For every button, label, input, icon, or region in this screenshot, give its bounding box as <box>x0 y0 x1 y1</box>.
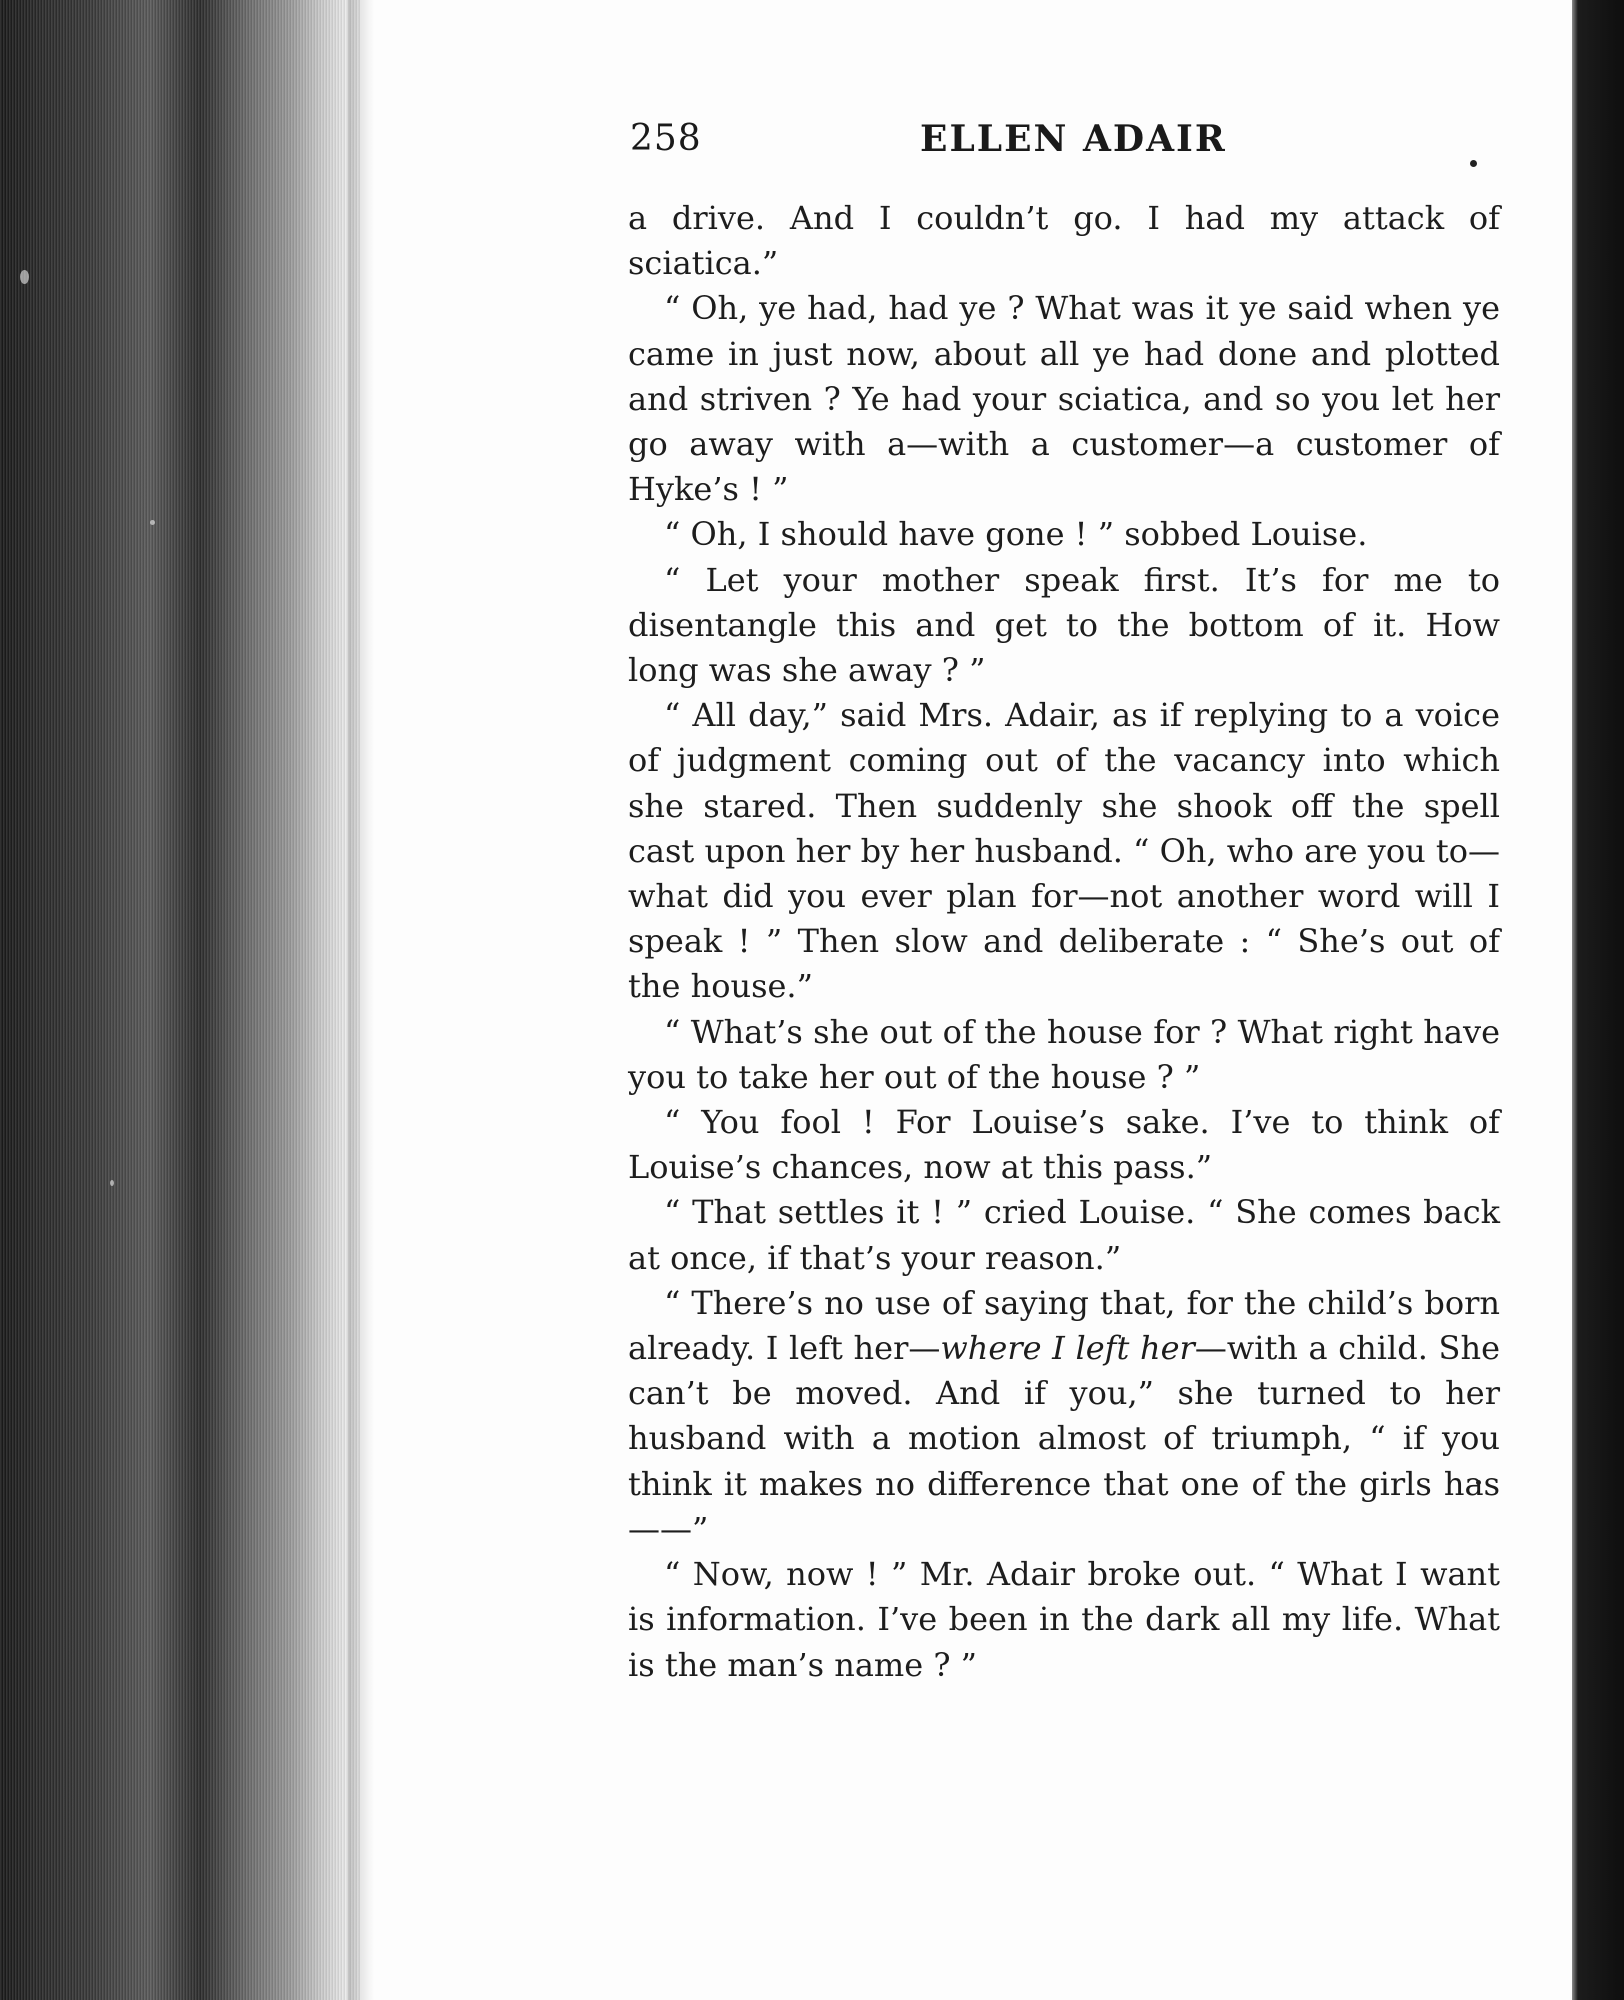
body-text <box>628 196 1500 1688</box>
paragraph <box>628 1281 1500 1552</box>
book-title: ELLEN ADAIR <box>920 118 1227 160</box>
paragraph: a drive. And I couldn’t go. I had my attack of sciatica.” <box>628 199 1500 283</box>
running-head <box>630 118 1330 174</box>
paragraph: “ Oh, I should have gone ! ” sobbed Louise. <box>664 515 1368 554</box>
facing-page-edge <box>1572 0 1624 2000</box>
book-page <box>370 0 1570 2000</box>
paragraph: “ All day,” said Mrs. Adair, as if replying to a voice of judgment coming out of the vacancy into which she stared. Then suddenly she shook off the spell cast upon her by her husband. “ Oh, who are you to—what did you ever plan for—not another word will I speak ! ” Then slow and deliberate : “ She’s out of the house.” <box>628 696 1500 1006</box>
paragraph: “ That settles it ! ” cried Louise. “ She comes back at once, if that’s your reason.” <box>628 1193 1500 1277</box>
paragraph: “ Oh, ye had, had ye ? What was it ye said when ye came in just now, about all ye had done and plotted and striven ? Ye had your sciatica, and so you let her go away with a—with a customer—a customer of Hyke’s ! ” <box>628 289 1500 509</box>
paragraph: “ You fool ! For Louise’s sake. I’ve to think of Louise’s chances, now at this pass.” <box>628 1103 1500 1187</box>
italic-phrase: where I left her <box>940 1329 1195 1368</box>
paper-blemish <box>20 270 29 284</box>
paper-blemish <box>150 520 155 525</box>
paper-blemish <box>110 1180 114 1186</box>
paragraph-text: “ There’s no use of saying that, for the child’s born already. I left her— <box>628 1283 1500 1368</box>
paragraph: “ Now, now ! ” Mr. Adair broke out. “ What I want is information. I’ve been in the dark all my life. What is the man’s name ? ” <box>628 1555 1500 1684</box>
page-number: 258 <box>630 118 702 159</box>
ink-speck <box>1470 160 1477 167</box>
paragraph: “ What’s she out of the house for ? What right have you to take her out of the house ? ” <box>628 1012 1500 1096</box>
paragraph-text: —with a child. She can’t be moved. And if you,” she turned to her husband with a motion almost of triumph, “ if you think it makes no difference that one of the girls has——” <box>628 1329 1501 1548</box>
page-edges-binding <box>0 0 360 2000</box>
paragraph: “ Let your mother speak first. It’s for me to disentangle this and get to the bottom of it. How long was she away ? ” <box>628 560 1500 690</box>
